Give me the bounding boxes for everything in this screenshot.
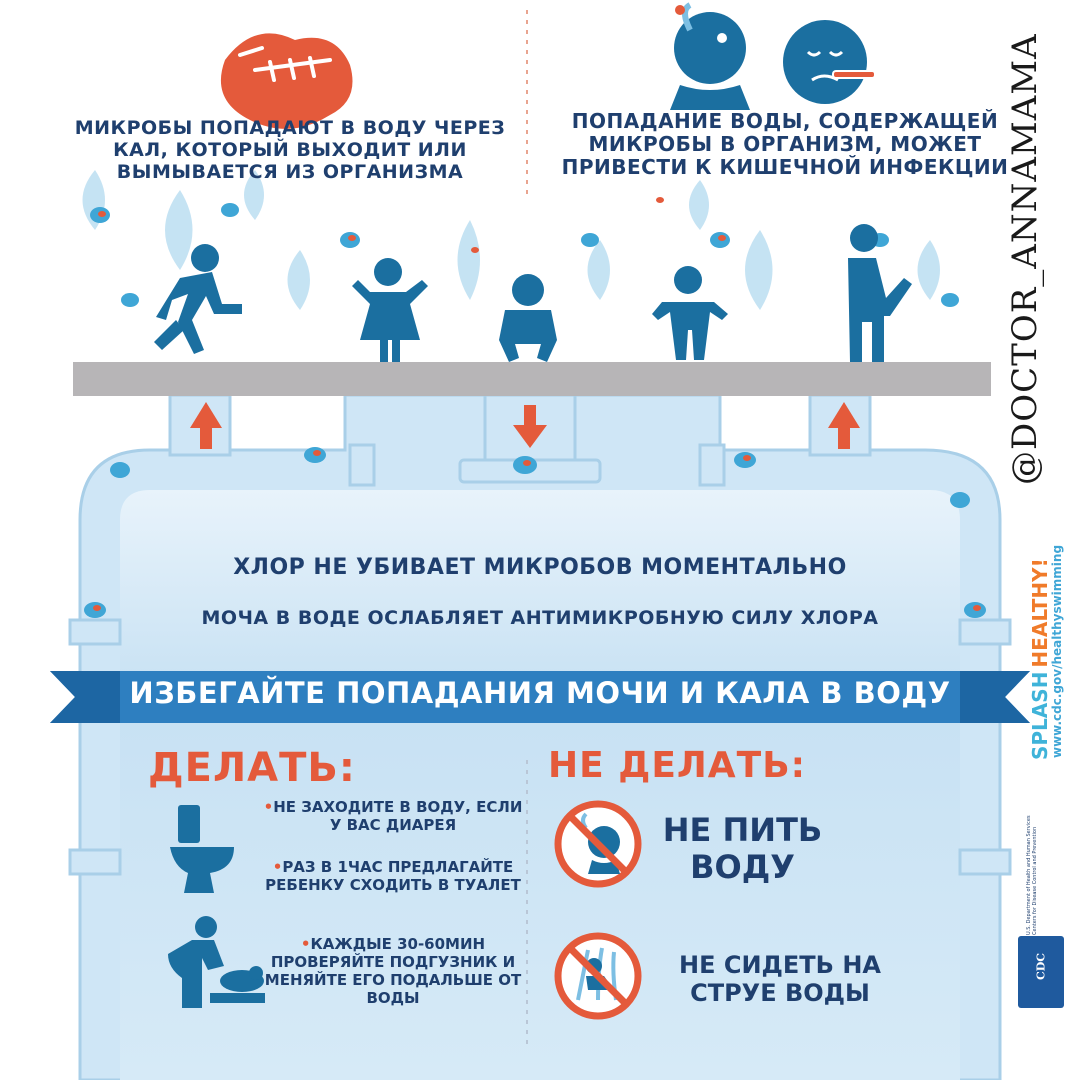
tip-diarrhea: •НЕ ЗАХОДИТЕ В ВОДУ, ЕСЛИ У ВАС ДИАРЕЯ bbox=[263, 798, 523, 834]
dont-title: НЕ ДЕЛАТЬ: bbox=[548, 745, 807, 786]
chlorine-line-1: ХЛОР НЕ УБИВАЕТ МИКРОБОВ МОМЕНТАЛЬНО bbox=[233, 555, 847, 580]
diaper-change-icon bbox=[158, 915, 270, 1010]
top-right-caption: ПОПАДАНИЕ ВОДЫ, СОДЕРЖАЩЕЙ МИКРОБЫ В ОРГАНИЗМ, МОЖЕТ ПРИВЕСТИ К КИШЕЧНОЙ ИНФЕКЦИИ bbox=[561, 109, 1009, 179]
banner-text: ИЗБЕГАЙТЕ ПОПАДАНИЯ МОЧИ И КАЛА В ВОДУ bbox=[129, 676, 951, 710]
dont-drink-water: НЕ ПИТЬ ВОДУ bbox=[662, 811, 823, 886]
running-kid-icon bbox=[154, 244, 242, 354]
drinking-kid-icon bbox=[670, 5, 750, 110]
chlorine-line-2: МОЧА В ВОДЕ ОСЛАБЛЯЕТ АНТИМИКРОБНУЮ СИЛУ ХЛОРА bbox=[201, 607, 879, 629]
top-left-caption: МИКРОБЫ ПОПАДАЮТ В ВОДУ ЧЕРЕЗ КАЛ, КОТОРЫЙ ВЫХОДИТ ИЛИ ВЫМЫВАЕТСЯ ИЗ ОРГАНИЗМА bbox=[74, 117, 506, 183]
splash-word: SPLASH bbox=[1028, 671, 1052, 760]
germ-icon bbox=[221, 33, 353, 129]
tip-toilet-hourly: •РАЗ В 1ЧАС ПРЕДЛАГАЙТЕ РЕБЕНКУ СХОДИТЬ В ТУАЛЕТ bbox=[265, 858, 521, 894]
do-title: ДЕЛАТЬ: bbox=[148, 745, 356, 791]
baby-figure-icon bbox=[499, 274, 557, 362]
author-handle: @DOCTOR_ANNAMAMA bbox=[1005, 33, 1045, 485]
healthy-word: HEALTHY! bbox=[1028, 558, 1052, 668]
hhs-label bbox=[1026, 815, 1039, 935]
sick-face-icon bbox=[783, 20, 887, 104]
hhs-line-1: U.S. Department of Health and Human Services bbox=[1026, 815, 1032, 935]
adult-figure-icon bbox=[848, 224, 912, 362]
toilet-icon bbox=[170, 805, 240, 895]
cdc-logo bbox=[1018, 936, 1064, 1008]
hhs-line-2: Centers for Disease Control and Prevention bbox=[1032, 826, 1039, 935]
boy-figure-icon bbox=[652, 266, 728, 360]
splash-healthy-logo bbox=[1028, 530, 1052, 760]
tip-diaper-check: •КАЖДЫЕ 30-60МИН ПРОВЕРЯЙТЕ ПОДГУЗНИК И МЕНЯЙТЕ ЕГО ПОДАЛЬШЕ ОТ ВОДЫ bbox=[264, 935, 522, 1007]
girl-figure-icon bbox=[352, 258, 428, 362]
cdc-url: www.cdc.gov/healthyswimming bbox=[1050, 544, 1064, 758]
no-sitting-on-jet-icon bbox=[552, 930, 644, 1022]
no-drinking-icon bbox=[552, 798, 644, 890]
cdc-logo-text: CDC bbox=[1034, 952, 1048, 981]
dont-sit-on-jet: НЕ СИДЕТЬ НА СТРУЕ ВОДЫ bbox=[679, 951, 881, 1007]
